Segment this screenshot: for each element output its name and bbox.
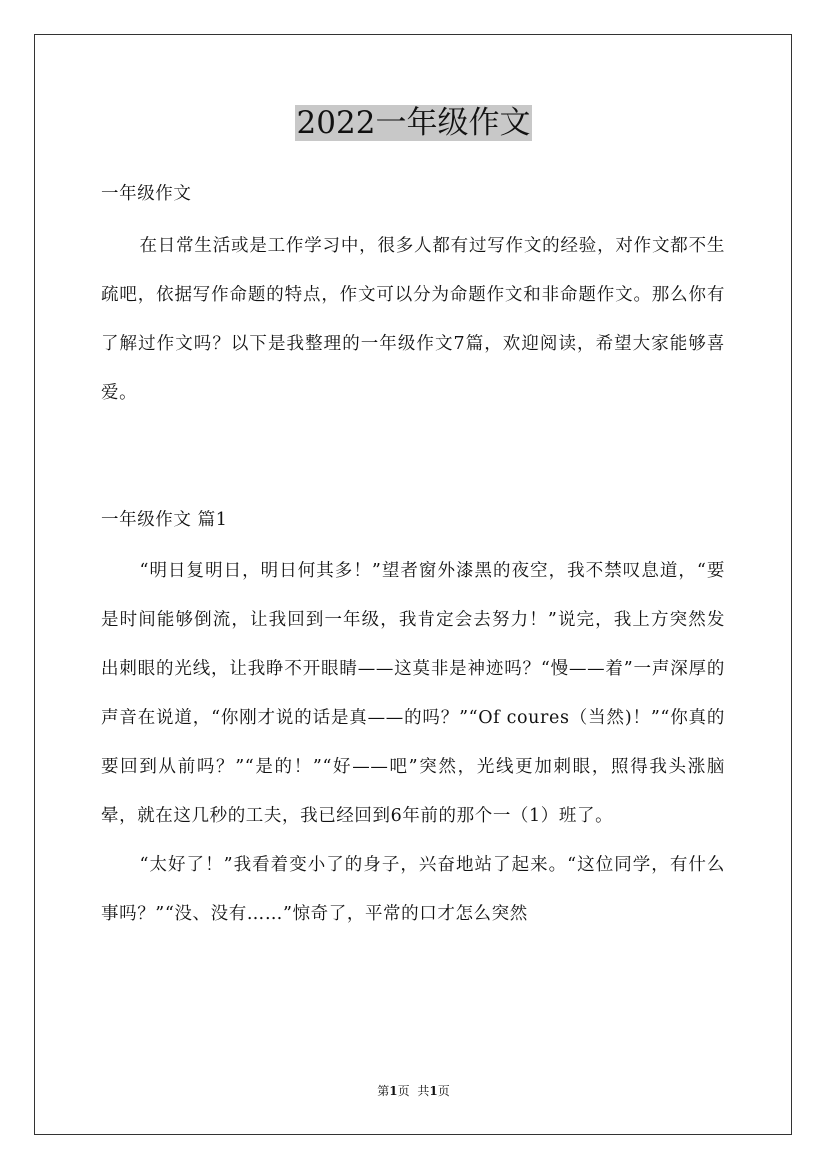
section1-body xyxy=(101,547,725,939)
footer-page-prefix: 第 xyxy=(377,1084,390,1098)
footer-total-suffix: 页 xyxy=(437,1084,450,1098)
footer-total-number: 1 xyxy=(429,1084,438,1098)
page-footer xyxy=(0,1083,827,1099)
section1-paragraph-2: “太好了！”我看着变小了的身子，兴奋地站了起来。“这位同学，有什么事吗？”“没、没有……”惊奇了，平常的口才怎么突然 xyxy=(101,855,725,924)
intro-body xyxy=(101,222,725,418)
intro-heading: 一年级作文 xyxy=(101,184,192,204)
document-title-text: 2022一年级作文 xyxy=(296,105,531,141)
footer-page-suffix: 页 xyxy=(397,1084,410,1098)
footer-total-prefix: 共 xyxy=(417,1084,430,1098)
document-title xyxy=(0,102,827,144)
footer-page-number: 1 xyxy=(389,1084,398,1098)
section1-heading: 一年级作文 篇1 xyxy=(101,510,228,530)
intro-paragraph: 在日常生活或是工作学习中，很多人都有过写作文的经验，对作文都不生疏吧，依据写作命题的特点，作文可以分为命题作文和非命题作文。那么你有了解过作文吗？以下是我整理的一年级作文7篇，欢迎阅读，希望大家能够喜爱。 xyxy=(101,236,725,403)
section1-paragraph-1: “明日复明日，明日何其多！”望者窗外漆黑的夜空，我不禁叹息道，“要是时间能够倒流，让我回到一年级，我肯定会去努力！”说完，我上方突然发出刺眼的光线，让我睁不开眼睛——这莫非是神迹吗？“慢——着”一声深厚的声音在说道，“你刚才说的话是真——的吗？”“Of coures（当然)！”“你真的要回到从前吗？”“是的！”“好——吧”突然，光线更加刺眼，照得我头涨脑晕，就在这几秒的工夫，我已经回到6年前的那个一（1）班了。 xyxy=(101,561,725,826)
